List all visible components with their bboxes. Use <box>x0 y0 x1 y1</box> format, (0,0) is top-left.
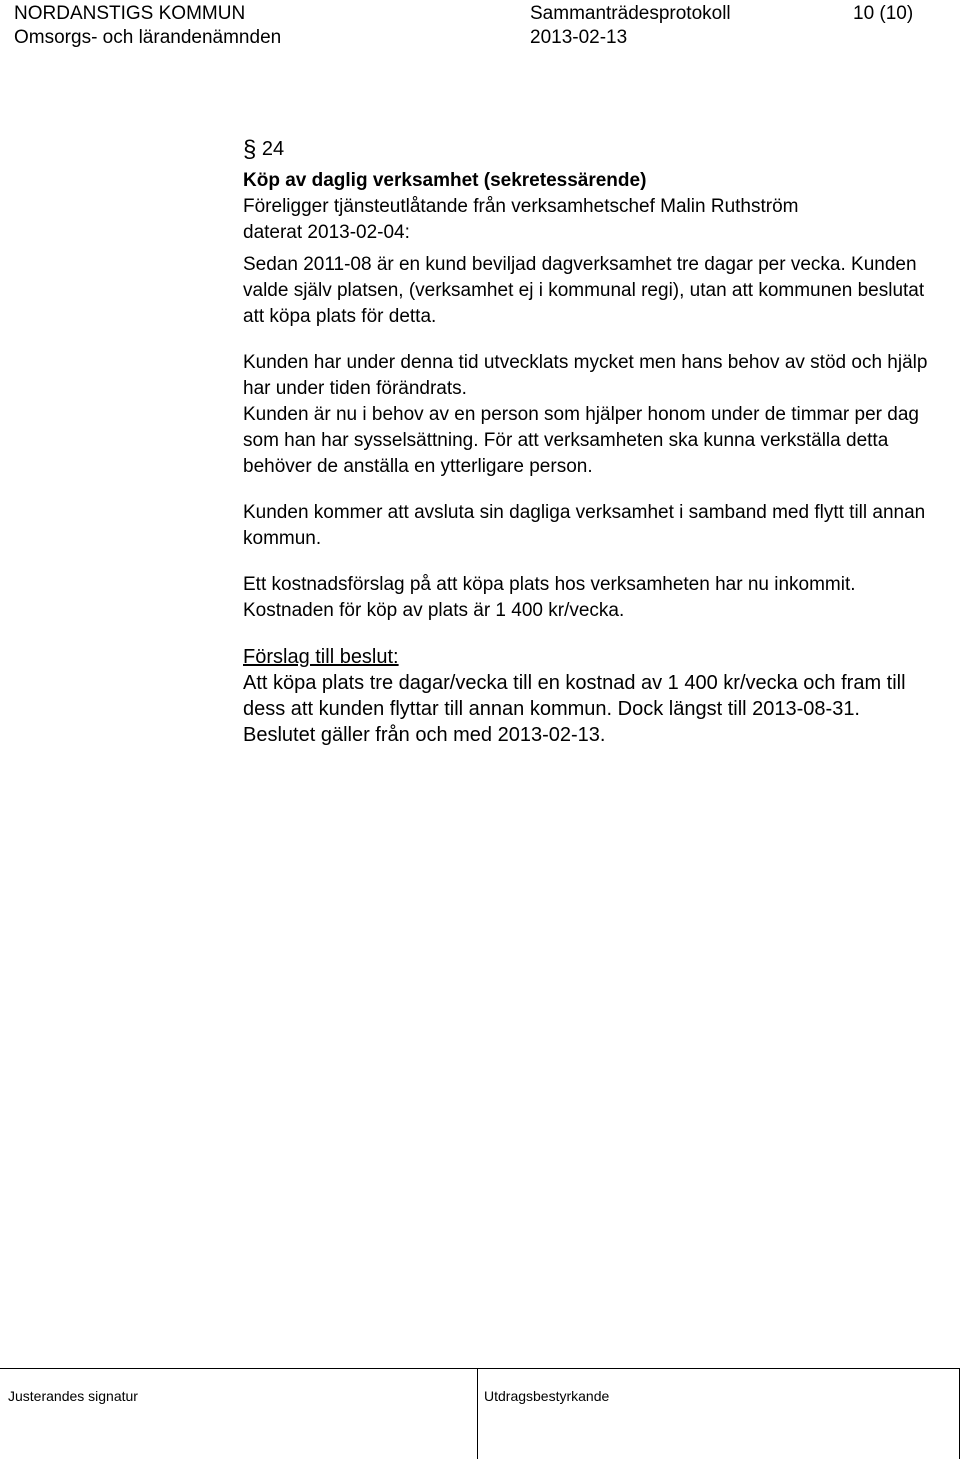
section-symbol: § <box>243 136 257 163</box>
header-committee: Omsorgs- och lärandenämnden <box>14 27 282 48</box>
proposal-heading: Förslag till beslut: <box>243 646 399 668</box>
footer-certify-label: Utdragsbestyrkande <box>484 1388 610 1404</box>
header-org: NORDANSTIGS KOMMUN <box>14 3 246 24</box>
header-page-number: 10 (10) <box>853 3 914 24</box>
intro-line-2: daterat 2013-02-04: <box>243 222 410 243</box>
header-date: 2013-02-13 <box>530 27 628 48</box>
footer-signature-label: Justerandes signatur <box>8 1388 138 1404</box>
paragraph-2b: Kunden är nu i behov av en person som hjälper honom under de timmar per dag som han har sysselsättning. För att verksamheten ska kunna verkställa detta behöver de anställa en ytterligare person. <box>243 404 919 477</box>
footer-column-divider-1 <box>477 1368 478 1459</box>
paragraph-2a: Kunden har under denna tid utvecklats mycket men hans behov av stöd och hjälp har under tiden förändrats. <box>243 352 928 399</box>
proposal-text: Att köpa plats tre dagar/vecka till en kostnad av 1 400 kr/vecka och fram till dess att kunden flyttar till annan kommun. Dock längst till 2013-08-31. <box>243 672 906 720</box>
section-heading <box>243 137 948 162</box>
effective-date: Beslutet gäller från och med 2013-02-13. <box>243 724 606 746</box>
section-title: Köp av daglig verksamhet (sekretessärende) <box>243 170 647 191</box>
paragraph-3: Kunden kommer att avsluta sin dagliga verksamhet i samband med flytt till annan kommun. <box>243 502 926 549</box>
section-content <box>243 137 948 748</box>
header-doc-type: Sammanträdesprotokoll <box>530 3 731 24</box>
section-number: 24 <box>261 138 285 160</box>
footer-divider <box>0 1368 960 1369</box>
paragraph-4: Ett kostnadsförslag på att köpa plats hos verksamheten har nu inkommit. Kostnaden för köp av plats är 1 400 kr/vecka. <box>243 574 856 621</box>
intro-line-1: Föreligger tjänsteutlåtande från verksamhetschef Malin Ruthström <box>243 196 799 217</box>
paragraph-1: Sedan 2011-08 är en kund beviljad dagverksamhet tre dagar per vecka. Kunden valde själv platsen, (verksamhet ej i kommunal regi), utan att kommunen beslutat att köpa plats för detta. <box>243 254 925 327</box>
